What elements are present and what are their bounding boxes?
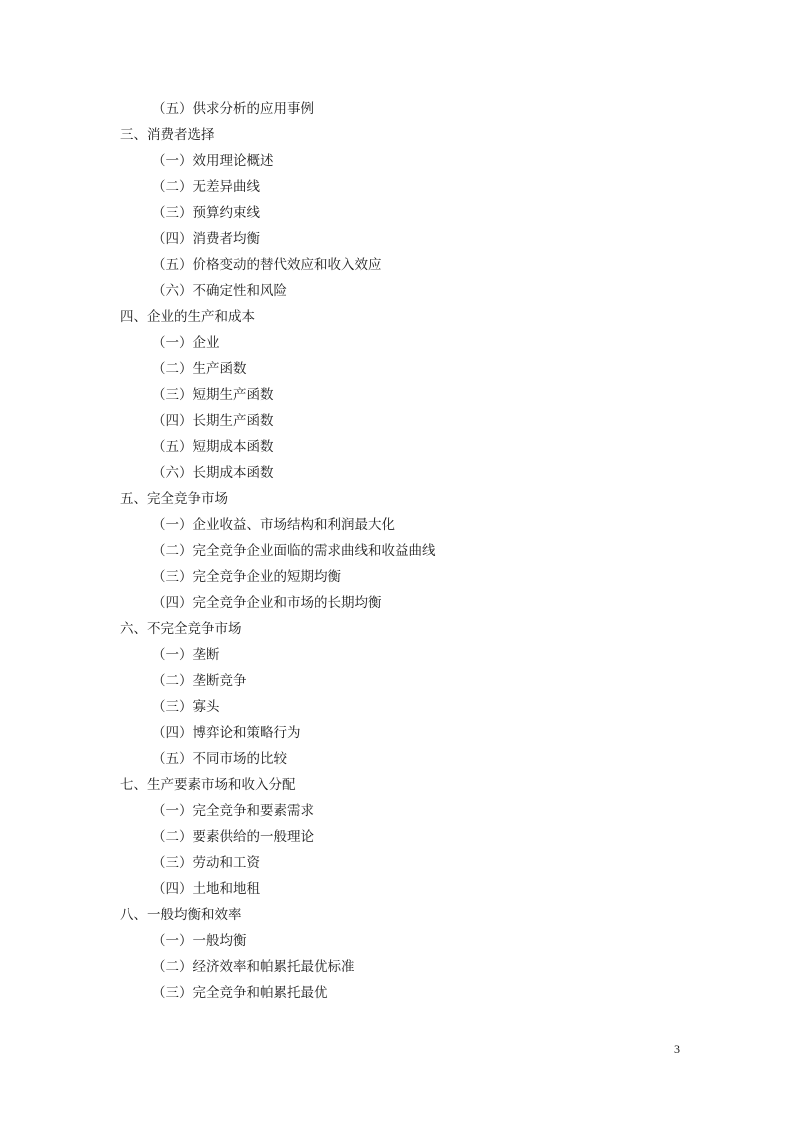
toc-section-item: （六）长期成本函数: [152, 465, 274, 481]
toc-section-item: （五）供求分析的应用事例: [152, 101, 314, 117]
toc-section-item: （一）效用理论概述: [152, 153, 274, 169]
toc-section-item: （二）要素供给的一般理论: [152, 829, 314, 845]
toc-chapter-heading: 八、一般均衡和效率: [120, 907, 242, 923]
toc-chapter-heading: 三、消费者选择: [120, 127, 215, 143]
toc-section-item: （五）价格变动的替代效应和收入效应: [152, 257, 382, 273]
toc-section-item: （三）短期生产函数: [152, 387, 274, 403]
toc-section-item: （五）短期成本函数: [152, 439, 274, 455]
toc-section-item: （一）完全竞争和要素需求: [152, 803, 314, 819]
toc-section-item: （四）土地和地租: [152, 881, 260, 897]
toc-section-item: （三）劳动和工资: [152, 855, 260, 871]
toc-section-item: （五）不同市场的比较: [152, 751, 287, 767]
toc-section-item: （二）无差异曲线: [152, 179, 260, 195]
toc-section-item: （一）企业: [152, 335, 220, 351]
toc-section-item: （四）博弈论和策略行为: [152, 725, 301, 741]
toc-section-item: （四）消费者均衡: [152, 231, 260, 247]
page-number: 3: [674, 1042, 680, 1056]
toc-section-item: （三）完全竞争和帕累托最优: [152, 985, 328, 1001]
toc-section-item: （二）生产函数: [152, 361, 247, 377]
toc-section-item: （一）一般均衡: [152, 933, 247, 949]
toc-section-item: （四）长期生产函数: [152, 413, 274, 429]
toc-chapter-heading: 六、不完全竞争市场: [120, 621, 242, 637]
table-of-contents: [0, 96, 793, 1006]
toc-section-item: （一）企业收益、市场结构和利润最大化: [152, 517, 395, 533]
toc-section-item: （三）预算约束线: [152, 205, 260, 221]
toc-chapter-heading: 七、生产要素市场和收入分配: [120, 777, 296, 793]
toc-chapter-heading: 五、完全竞争市场: [120, 491, 228, 507]
toc-section-item: （二）经济效率和帕累托最优标准: [152, 959, 355, 975]
toc-section-item: （二）垄断竞争: [152, 673, 247, 689]
toc-section-item: （一）垄断: [152, 647, 220, 663]
toc-section-item: （二）完全竞争企业面临的需求曲线和收益曲线: [152, 543, 436, 559]
toc-section-item: （四）完全竞争企业和市场的长期均衡: [152, 595, 382, 611]
toc-section-item: （六）不确定性和风险: [152, 283, 287, 299]
toc-section-item: （三）完全竞争企业的短期均衡: [152, 569, 341, 585]
toc-chapter-heading: 四、企业的生产和成本: [120, 309, 255, 325]
toc-section-item: （三）寡头: [152, 699, 220, 715]
